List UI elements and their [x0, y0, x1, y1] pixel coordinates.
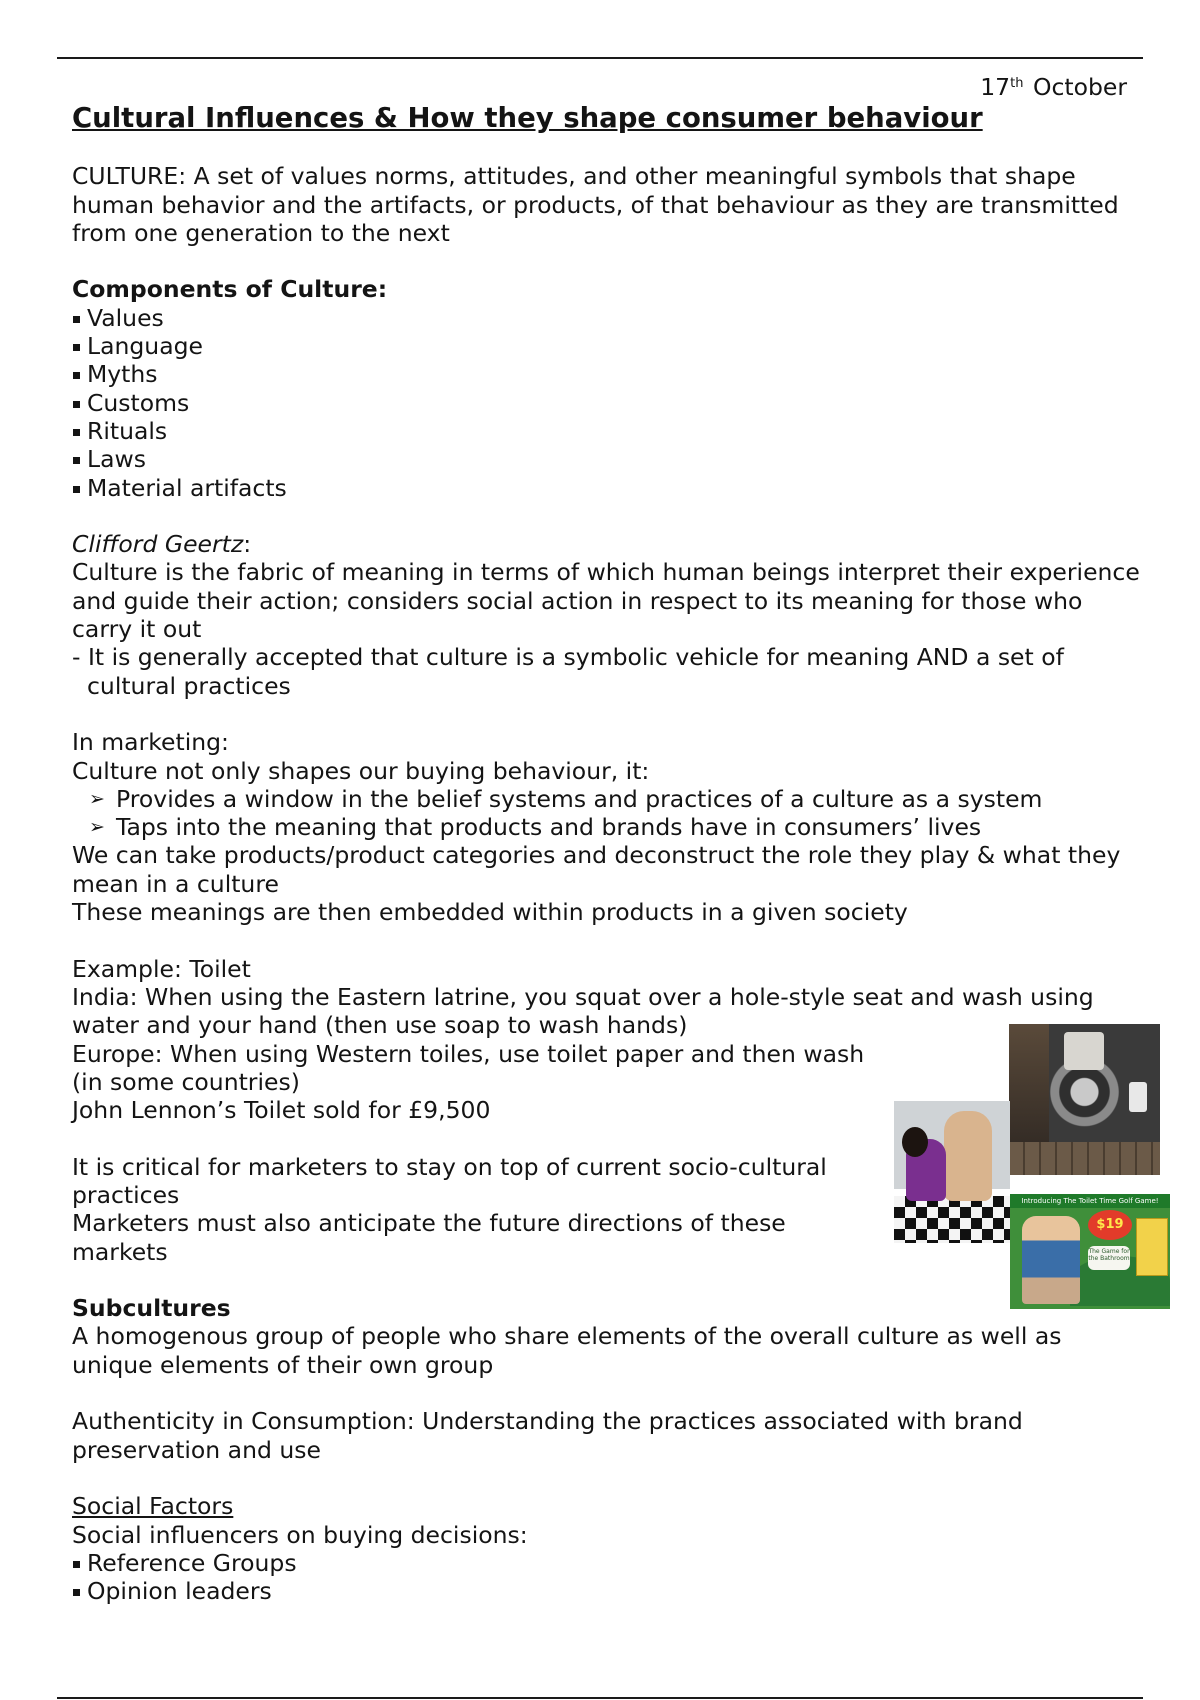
components-list	[72, 304, 1142, 502]
toilet-golf-ad-photo	[1010, 1194, 1170, 1309]
social-list	[72, 1549, 1142, 1606]
example-anticipate: Marketers must also anticipate the future directions of these markets	[72, 1209, 786, 1266]
marketing-deconstruct: We can take products/product categories and deconstruct the role they play & what they mean in a culture	[72, 841, 1121, 898]
ad-banner: Introducing The Toilet Time Golf Game!	[1010, 1194, 1170, 1208]
squatting-couple-photo	[894, 1101, 1010, 1243]
list-item: Customs	[72, 389, 1142, 417]
subcultures-definition: A homogenous group of people who share elements of the overall culture as well as unique elements of their own group	[72, 1322, 1062, 1379]
geertz-note: - It is generally accepted that culture is a symbolic vehicle for meaning AND a set of cultural practices	[72, 643, 1064, 700]
marketing-lead: Culture not only shapes our buying behaviour, it:	[72, 756, 650, 785]
arrow-bullet-icon: ➢	[89, 787, 105, 810]
culture-definition: CULTURE: A set of values norms, attitudes, and other meaningful symbols that shape human behavior and the artifacts, or products, of that behaviour as they are transmitted from one generation to the next	[72, 162, 1119, 247]
example-heading: Example: Toilet	[72, 954, 251, 983]
example-critical: It is critical for marketers to stay on top of current socio-cultural practices	[72, 1152, 827, 1209]
date-month: October	[1032, 73, 1127, 101]
top-rule	[57, 57, 1143, 59]
ad-inset: The Game for the Bathroom	[1088, 1246, 1130, 1270]
geertz-heading	[72, 530, 1142, 558]
geertz-colon: :	[243, 530, 252, 559]
marketing-points	[72, 785, 1142, 842]
list-item: ➢ Taps into the meaning that products and brands have in consumers’ lives	[89, 813, 982, 842]
ad-price: $19	[1088, 1210, 1132, 1240]
example-lennon: John Lennon’s Toilet sold for £9,500	[72, 1096, 491, 1125]
social-lead: Social influencers on buying decisions:	[72, 1520, 528, 1549]
toilet-photo	[1009, 1024, 1160, 1175]
list-item: Reference Groups	[72, 1549, 1142, 1577]
list-item: Rituals	[72, 417, 1142, 445]
list-item: Laws	[72, 445, 1142, 473]
list-item: Language	[72, 332, 1142, 360]
example-europe: Europe: When using Western toiles, use toilet paper and then wash (in some countries)	[72, 1039, 865, 1096]
bottom-rule	[57, 1697, 1143, 1699]
components-heading: Components of Culture:	[72, 275, 388, 304]
subcultures-heading: Subcultures	[72, 1294, 231, 1323]
geertz-name: Clifford Geertz	[72, 530, 244, 559]
geertz-quote: Culture is the fabric of meaning in terms of which human beings interpret their experience and guide their action; considers social action in respect to its meaning for those who carry it out	[72, 558, 1140, 644]
page-title: Cultural Influences & How they shape consumer behaviour	[72, 102, 983, 134]
example-india: India: When using the Eastern latrine, you squat over a hole-style seat and wash using water and your hand (then use soap to wash hands)	[72, 982, 1094, 1040]
list-item: Opinion leaders	[72, 1577, 1142, 1605]
list-item: Material artifacts	[72, 474, 1142, 502]
list-item: Values	[72, 304, 1142, 332]
date	[980, 73, 1127, 101]
list-item: Myths	[72, 360, 1142, 388]
date-day: 17	[980, 73, 1011, 101]
marketing-heading: In marketing:	[72, 728, 229, 757]
social-heading: Social Factors	[72, 1492, 234, 1521]
marketing-embedded: These meanings are then embedded within products in a given society	[72, 898, 908, 927]
list-item: ➢ Provides a window in the belief systems and practices of a culture as a system	[89, 784, 1043, 813]
authenticity-text: Authenticity in Consumption: Understanding the practices associated with brand preservation and use	[72, 1407, 1023, 1464]
arrow-bullet-icon: ➢	[89, 816, 105, 839]
document-body	[72, 102, 1142, 1605]
date-suffix: th	[1010, 76, 1024, 91]
